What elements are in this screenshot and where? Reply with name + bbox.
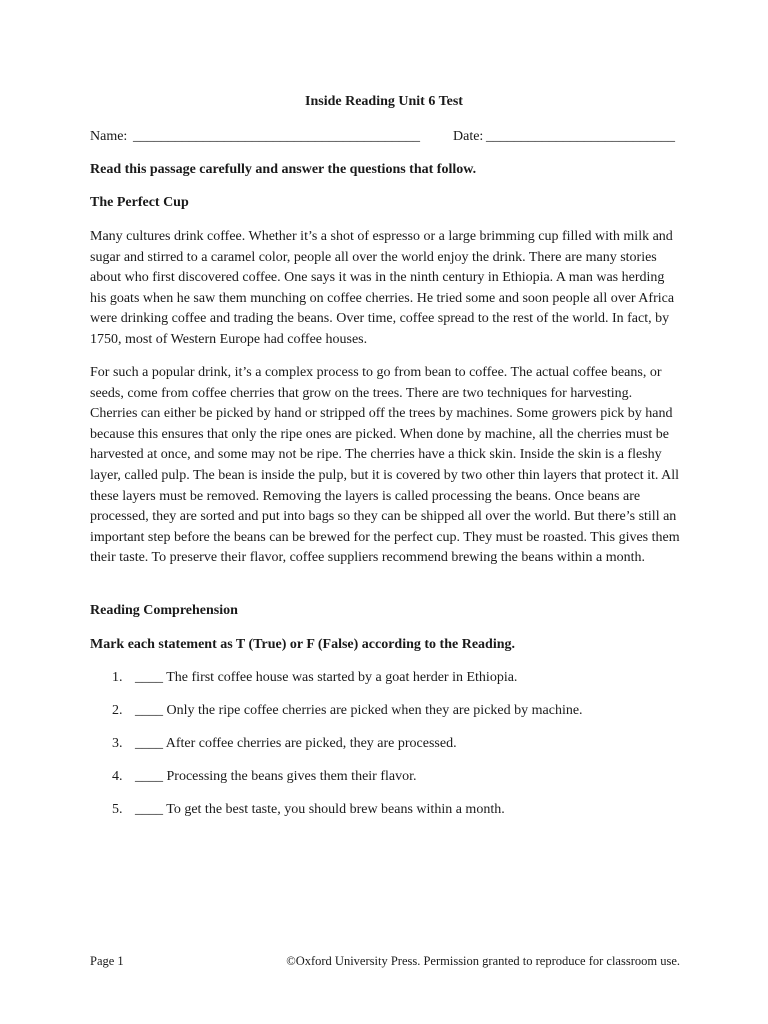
question-number: 3. [112, 736, 123, 751]
passage-paragraph-2: For such a popular drink, it’s a complex process to go from bean to coffee. The actual coffee beans, or seeds, come from coffee cherries that grow on the trees. There are two techniques for harvesting. Cherries can either be picked by hand or stripped off the trees by machines. Some growers pick by hand because this ensures that only the ripe ones are picked. When done by machine, all the cherries must be harvested at once, and some may not be ripe. The cherries have a thick skin. Inside the skin is a fleshy layer, called pulp. The bean is inside the pulp, but it is covered by two other thin layers that protect it. All these layers must be removed. Removing the layers is called processing the beans. Once beans are processed, they are sorted and put into bags so they can be shipped all over the world. But there’s still an important step before the beans can be brewed for the perfect cup. They must be roasted. This gives them their taste. To preserve their flavor, coffee suppliers recommend brewing the beans within a month. [90, 365, 680, 566]
reading-instructions: Read this passage carefully and answer the questions that follow. [90, 162, 477, 177]
question-item[interactable] [90, 701, 682, 734]
document-title: Inside Reading Unit 6 Test [305, 94, 463, 109]
question-item[interactable] [90, 800, 682, 833]
date-field[interactable]: ___________________________ [486, 129, 675, 144]
name-field[interactable]: _________________________________________ [133, 129, 420, 144]
question-text: ____ To get the best taste, you should brew beans within a month. [135, 802, 505, 817]
comprehension-heading: Reading Comprehension [90, 603, 238, 618]
question-number: 4. [112, 769, 123, 784]
question-text: ____ Only the ripe coffee cherries are picked when they are picked by machine. [135, 703, 583, 718]
question-list [90, 668, 682, 833]
question-number: 5. [112, 802, 123, 817]
page-number: Page 1 [90, 954, 124, 968]
question-text: ____ The first coffee house was started by a goat herder in Ethiopia. [135, 670, 518, 685]
comprehension-instructions: Mark each statement as T (True) or F (False) according to the Reading. [90, 637, 515, 652]
passage-title: The Perfect Cup [90, 195, 189, 210]
passage-paragraph-1: Many cultures drink coffee. Whether it’s a shot of espresso or a large brimming cup filled with milk and sugar and stirred to a caramel color, people all over the world enjoy the drink. There are many stories about who first discovered coffee. One says it was in the ninth century in Ethiopia. A man was herding his goats when he saw them munching on coffee cherries. He tried some and soon people all over Africa were drinking coffee and trading the beans. Over time, coffee spread to the rest of the world. In fact, by 1750, most of Western Europe had coffee houses. [90, 229, 675, 347]
question-item[interactable] [90, 734, 682, 767]
question-text: ____ After coffee cherries are picked, they are processed. [135, 736, 457, 751]
question-item[interactable] [90, 767, 682, 800]
question-number: 1. [112, 670, 123, 685]
copyright-notice: ©Oxford University Press. Permission granted to reproduce for classroom use. [286, 954, 680, 968]
name-label: Name: [90, 129, 128, 144]
question-number: 2. [112, 703, 123, 718]
question-item[interactable] [90, 668, 682, 701]
date-label: Date: [453, 129, 484, 144]
question-text: ____ Processing the beans gives them their flavor. [135, 769, 417, 784]
